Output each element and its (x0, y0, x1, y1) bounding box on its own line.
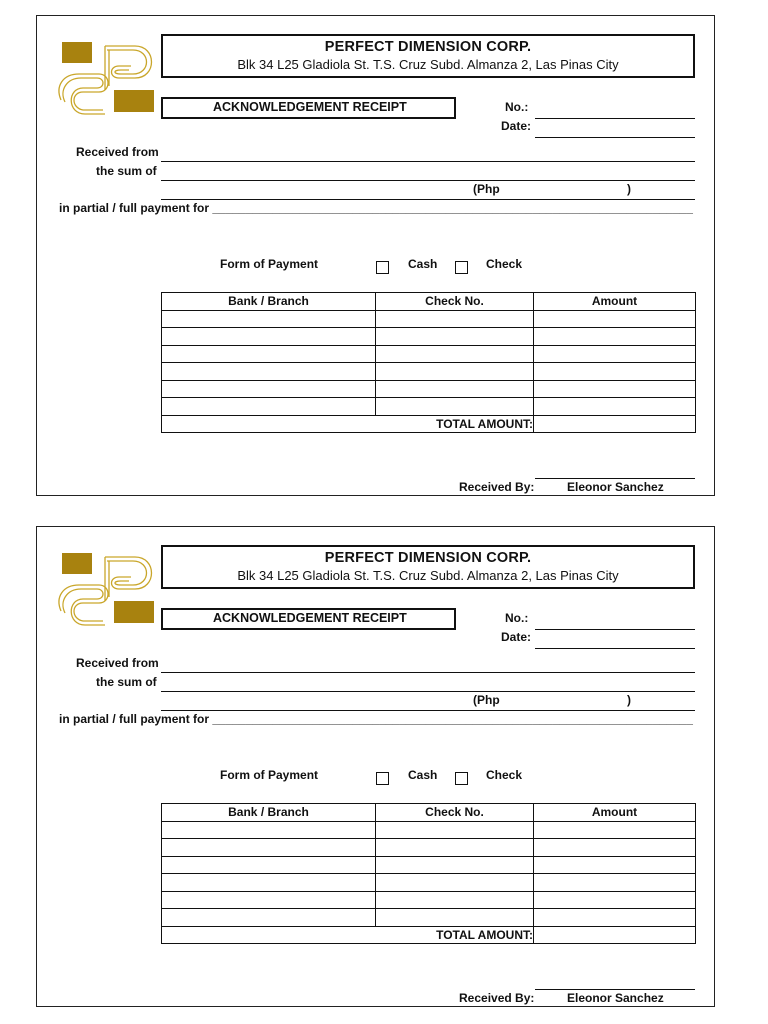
company-name: PERFECT DIMENSION CORP. (324, 39, 532, 55)
php-amount-line[interactable] (161, 199, 695, 200)
company-logo-icon (53, 549, 161, 629)
table-row (162, 874, 696, 892)
check-no-cell[interactable] (376, 310, 534, 328)
check-no-cell[interactable] (376, 856, 534, 874)
check-no-cell[interactable] (376, 380, 534, 398)
table-row (162, 310, 696, 328)
bank-branch-cell[interactable] (162, 874, 376, 892)
header-check-no: Check No. (376, 804, 534, 822)
php-close-paren: ) (627, 182, 631, 196)
check-no-cell[interactable] (376, 363, 534, 381)
check-no-cell[interactable] (376, 821, 534, 839)
amount-cell[interactable] (534, 380, 696, 398)
sum-of-line[interactable] (161, 691, 695, 692)
php-label: (Php (473, 182, 500, 196)
table-row (162, 856, 696, 874)
header-bank-branch: Bank / Branch (162, 293, 376, 311)
amount-cell[interactable] (534, 839, 696, 857)
php-label: (Php (473, 693, 500, 707)
company-logo-icon (53, 38, 161, 118)
received-by-name: Eleonor Sanchez (567, 991, 664, 1005)
company-header (161, 545, 695, 589)
header-bank-branch: Bank / Branch (162, 804, 376, 822)
cash-label: Cash (408, 768, 438, 782)
received-from-label: Received from (76, 145, 159, 159)
table-row (162, 398, 696, 416)
received-from-line[interactable] (161, 672, 695, 673)
total-row (162, 415, 696, 433)
signature-line[interactable] (535, 989, 695, 990)
check-no-cell[interactable] (376, 345, 534, 363)
php-close-paren: ) (627, 693, 631, 707)
check-label: Check (486, 768, 523, 782)
check-label: Check (486, 257, 523, 271)
amount-cell[interactable] (534, 891, 696, 909)
amount-cell[interactable] (534, 328, 696, 346)
bank-branch-cell[interactable] (162, 345, 376, 363)
amount-cell[interactable] (534, 310, 696, 328)
bank-branch-cell[interactable] (162, 821, 376, 839)
receipt-no-label: No.: (505, 100, 529, 114)
php-amount-line[interactable] (161, 710, 695, 711)
table-row (162, 380, 696, 398)
date-line[interactable] (535, 137, 695, 138)
receipt-no-line[interactable] (535, 118, 695, 119)
receipt-no-line[interactable] (535, 629, 695, 630)
payment-table (161, 292, 696, 433)
check-checkbox[interactable] (455, 261, 468, 274)
received-by-name: Eleonor Sanchez (567, 480, 664, 494)
header-check-no: Check No. (376, 293, 534, 311)
receipt-title: ACKNOWLEDGEMENT RECEIPT (161, 608, 456, 630)
table-header-row (162, 293, 696, 311)
check-no-cell[interactable] (376, 874, 534, 892)
sum-of-label: the sum of (96, 164, 157, 178)
amount-cell[interactable] (534, 821, 696, 839)
receipt-1 (36, 15, 715, 496)
header-amount: Amount (534, 293, 696, 311)
bank-branch-cell[interactable] (162, 909, 376, 927)
received-by-label: Received By: (459, 480, 535, 494)
signature-line[interactable] (535, 478, 695, 479)
form-of-payment-label: Form of Payment (220, 257, 319, 271)
cash-checkbox[interactable] (376, 261, 389, 274)
table-row (162, 345, 696, 363)
company-header (161, 34, 695, 78)
date-line[interactable] (535, 648, 695, 649)
bank-branch-cell[interactable] (162, 328, 376, 346)
table-row (162, 328, 696, 346)
bank-branch-cell[interactable] (162, 310, 376, 328)
bank-branch-cell[interactable] (162, 363, 376, 381)
total-amount-label: TOTAL AMOUNT: (162, 926, 534, 944)
receipt-2 (36, 526, 715, 1007)
bank-branch-cell[interactable] (162, 856, 376, 874)
receipt-no-label: No.: (505, 611, 529, 625)
bank-branch-cell[interactable] (162, 398, 376, 416)
cash-checkbox[interactable] (376, 772, 389, 785)
company-address: Blk 34 L25 Gladiola St. T.S. Cruz Subd. Almanza 2, Las Pinas City (237, 568, 619, 583)
check-no-cell[interactable] (376, 839, 534, 857)
partial-payment-label: in partial / full payment for ________________________________________________________________________ (59, 201, 693, 215)
check-no-cell[interactable] (376, 328, 534, 346)
amount-cell[interactable] (534, 856, 696, 874)
check-checkbox[interactable] (455, 772, 468, 785)
bank-branch-cell[interactable] (162, 380, 376, 398)
bank-branch-cell[interactable] (162, 839, 376, 857)
receipt-title: ACKNOWLEDGEMENT RECEIPT (161, 97, 456, 119)
table-row (162, 839, 696, 857)
total-amount-cell[interactable] (534, 415, 696, 433)
total-row (162, 926, 696, 944)
amount-cell[interactable] (534, 874, 696, 892)
check-no-cell[interactable] (376, 891, 534, 909)
total-amount-label: TOTAL AMOUNT: (162, 415, 534, 433)
sum-of-label: the sum of (96, 675, 157, 689)
amount-cell[interactable] (534, 398, 696, 416)
total-amount-cell[interactable] (534, 926, 696, 944)
amount-cell[interactable] (534, 345, 696, 363)
check-no-cell[interactable] (376, 909, 534, 927)
check-no-cell[interactable] (376, 398, 534, 416)
partial-payment-label: in partial / full payment for ________________________________________________________________________ (59, 712, 693, 726)
received-from-line[interactable] (161, 161, 695, 162)
received-from-label: Received from (76, 656, 159, 670)
sum-of-line[interactable] (161, 180, 695, 181)
table-header-row (162, 804, 696, 822)
bank-branch-cell[interactable] (162, 891, 376, 909)
table-row (162, 909, 696, 927)
amount-cell[interactable] (534, 363, 696, 381)
date-label: Date: (501, 119, 532, 133)
amount-cell[interactable] (534, 909, 696, 927)
form-of-payment-label: Form of Payment (220, 768, 319, 782)
header-amount: Amount (534, 804, 696, 822)
received-by-label: Received By: (459, 991, 535, 1005)
payment-table (161, 803, 696, 944)
table-row (162, 891, 696, 909)
cash-label: Cash (408, 257, 438, 271)
company-name: PERFECT DIMENSION CORP. (324, 550, 532, 566)
date-label: Date: (501, 630, 532, 644)
company-address: Blk 34 L25 Gladiola St. T.S. Cruz Subd. Almanza 2, Las Pinas City (237, 57, 619, 72)
table-row (162, 821, 696, 839)
table-row (162, 363, 696, 381)
